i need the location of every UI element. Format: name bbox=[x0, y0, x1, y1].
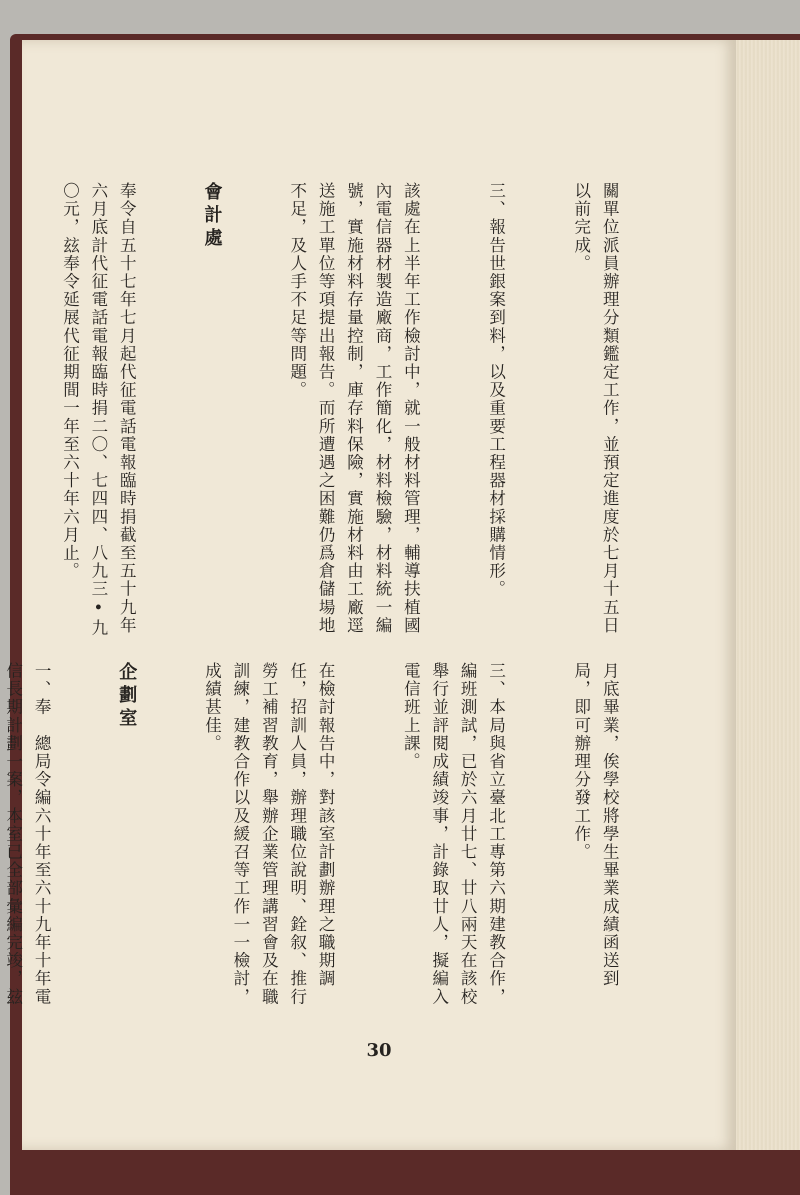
lower-para-4: 一、奉 總局令編六十年至六十九年十年電信長期計劃一案，本室已全部彙編完竣，玆 bbox=[3, 662, 52, 1006]
page-number: 30 bbox=[366, 1040, 392, 1061]
upper-text-block bbox=[60, 182, 680, 637]
section-heading-planning: 企劃室 bbox=[116, 662, 138, 731]
upper-para-1: 關單位派員辦理分類鑑定工作，並預定進度於七月十五日以前完成。 bbox=[571, 182, 620, 635]
lower-para-2: 三、本局與省立臺北工專第六期建教合作，編班測試，已於六月廿七、廿八兩天在該校舉行並評閱成績竣事，計錄取廿人，擬編入電信班上課。 bbox=[401, 662, 506, 1006]
upper-para-3: 該處在上半年工作檢討中，就一般材料管理，輔導扶植國內電信器材製造廠商，工作簡化，材料檢驗，材料統一編號，實施材料存量控制，庫存料保險，實施材料由工廠逕送施工單位等項提出報告。而所遭遇之困難仍爲倉儲場地不足，及人手不足等問題。 bbox=[287, 182, 421, 635]
lower-text-block bbox=[3, 662, 680, 1022]
section-heading-accounting: 會計處 bbox=[201, 182, 223, 251]
upper-para-2: 三、報告世銀案到料，以及重要工程器材採購情形。 bbox=[486, 182, 506, 599]
book-page bbox=[3, 40, 736, 1150]
page-stack-edge bbox=[728, 40, 800, 1150]
lower-para-3: 在檢討報告中，對該室計劃辦理之職期調任，招訓人員，辦理職位說明、銓叙、推行勞工補習教育，舉辦企業管理講習會及在職訓練，建教合作以及緩召等工作一一檢討，成績甚佳。 bbox=[202, 662, 336, 1006]
upper-para-4: 奉令自五十七年七月起代征電話電報臨時捐截至五十九年六月底計代征電話電報臨時捐二〇、七四四、八九三•九〇元，玆奉令延展代征期間一年至六十年六月止。 bbox=[60, 182, 137, 637]
lower-para-1: 月底畢業，俟學校將學生畢業成績函送到局，即可辦理分發工作。 bbox=[571, 662, 620, 988]
